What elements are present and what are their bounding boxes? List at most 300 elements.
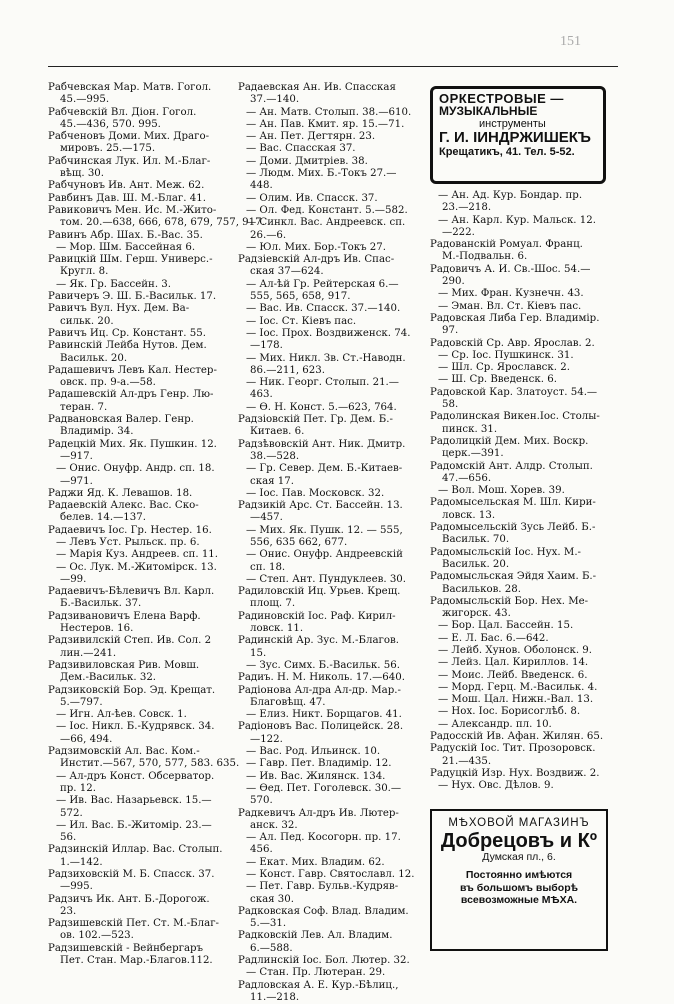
directory-entry bbox=[430, 694, 625, 706]
directory-entry bbox=[48, 795, 233, 820]
directory-entry bbox=[238, 857, 426, 869]
entry-line: — Ан. Пав. Кмит. яр. 15.—71. bbox=[246, 118, 405, 130]
entry-line: — Вас. Род. Ильинск. 10. bbox=[246, 746, 381, 758]
entry-continuation: пр. 12. bbox=[60, 782, 96, 794]
entry-continuation: —457. bbox=[250, 512, 283, 524]
top-rule bbox=[48, 66, 618, 67]
entry-line: Радиъ. Н. М. Николь. 17.—640. bbox=[238, 672, 405, 684]
ad2-line6: всевозможные МѢХА. bbox=[460, 894, 578, 907]
entry-line: — Іос. Пав. Московск. 32. bbox=[246, 487, 385, 499]
entry-continuation: Васильк. 70. bbox=[442, 534, 510, 546]
entry-line: — Ө. Н. Конст. 5.—623, 764. bbox=[246, 401, 397, 413]
entry-line: Радолицкій Дем. Мих. Воскр. bbox=[430, 435, 589, 447]
directory-entry bbox=[48, 869, 233, 894]
entry-continuation: М.-Подвальн. 6. bbox=[442, 251, 528, 263]
directory-entry bbox=[238, 488, 426, 500]
entry-line: — Ил. Вас. Б.-Житомір. 23.— bbox=[56, 819, 212, 831]
directory-entry bbox=[48, 635, 233, 660]
entry-continuation: Владимір. 34. bbox=[60, 426, 134, 438]
entry-line: — Ан. Пет. Дегтярн. 23. bbox=[246, 131, 376, 143]
entry-line: Радковскій Лев. Ал. Владим. bbox=[238, 930, 393, 942]
entry-line: — Людм. Мих. Б.-Токъ 27.— bbox=[246, 168, 397, 180]
directory-entry bbox=[48, 943, 233, 968]
entry-continuation: теран. 7. bbox=[60, 401, 108, 413]
directory-entry bbox=[238, 414, 426, 439]
entry-line: — Стан. Пр. Лютеран. 29. bbox=[246, 967, 386, 979]
directory-entry bbox=[430, 215, 625, 240]
entry-line: Радлинскій Іос. Бол. Лютер. 32. bbox=[238, 955, 410, 967]
entry-line: Радіоновъ Вас. Полицейск. 28. bbox=[238, 721, 404, 733]
column-3-entries bbox=[430, 190, 625, 793]
entry-line: — Пет. Гавр. Бульв.-Кудряв- bbox=[246, 881, 399, 893]
entry-line: Радзишевскій Пет. Ст. М.-Благ- bbox=[48, 918, 219, 930]
entry-line: Радзиховскій М. Б. Спасск. 37. bbox=[48, 869, 215, 880]
directory-entry bbox=[238, 586, 426, 611]
directory-entry bbox=[238, 107, 426, 119]
entry-continuation: ов. 102.—523. bbox=[60, 930, 134, 942]
fur-shop-advertisement bbox=[430, 809, 608, 951]
ad2-line1: МѢХОВОЙ МАГАЗИНЪ bbox=[448, 816, 590, 829]
directory-entry bbox=[430, 411, 625, 436]
entry-continuation: 5.—31. bbox=[250, 918, 287, 930]
entry-continuation: Благовѣщ. 47. bbox=[250, 696, 326, 708]
directory-entry bbox=[238, 402, 426, 414]
directory-entry bbox=[238, 980, 426, 1004]
directory-entry bbox=[238, 906, 426, 931]
directory-entry bbox=[48, 537, 233, 549]
ad2-line3: Думская пл., 6. bbox=[482, 851, 556, 864]
directory-entry bbox=[48, 685, 233, 710]
entry-line: Радаевская Ан. Ив. Спасская bbox=[238, 82, 396, 93]
entry-continuation: ловск. 13. bbox=[442, 509, 496, 521]
directory-entry bbox=[430, 620, 625, 632]
entry-continuation: 58. bbox=[442, 399, 459, 411]
ad2-line2: Добрецовъ и Кº bbox=[440, 829, 598, 852]
entry-line: — Онис. Онуфр. Андр. сп. 18. bbox=[56, 463, 215, 475]
entry-continuation: —971. bbox=[60, 475, 93, 487]
directory-entry bbox=[430, 670, 625, 682]
directory-entry bbox=[430, 780, 625, 792]
directory-entry bbox=[238, 869, 426, 881]
entry-line: — Вас. Ив. Спасск. 37.—140. bbox=[246, 303, 401, 315]
entry-continuation: Кругл. 8. bbox=[60, 266, 109, 278]
entry-line: — Өед. Пет. Гоголевск. 30.— bbox=[246, 782, 402, 794]
entry-line: Радковская Соф. Влад. Владим. bbox=[238, 905, 409, 917]
entry-line: Радосскій Ив. Афан. Жилян. 65. bbox=[430, 731, 604, 743]
entry-line: Радзишевскій - Вейнбергаръ bbox=[48, 942, 204, 954]
directory-entry bbox=[48, 414, 233, 439]
entry-line: Радомысельская М. Шл. Кири- bbox=[430, 497, 596, 509]
directory-entry bbox=[430, 571, 625, 596]
entry-line: Радиновскій Іос. Раф. Кирил- bbox=[238, 610, 396, 622]
entry-line: Радомысльскій Бор. Нех. Ме- bbox=[430, 595, 589, 607]
directory-entry bbox=[238, 156, 426, 168]
entry-line: Радзивиловская Рив. Мовш. bbox=[48, 659, 200, 671]
directory-entry bbox=[430, 633, 625, 645]
directory-entry bbox=[238, 721, 426, 746]
directory-entry bbox=[48, 500, 233, 525]
directory-entry bbox=[238, 672, 426, 684]
directory-entry bbox=[238, 205, 426, 217]
directory-entry bbox=[48, 586, 233, 611]
entry-line: — Ш. Ср. Введенск. 6. bbox=[438, 374, 557, 386]
directory-entry bbox=[430, 768, 625, 780]
entry-line: — Ив. Вас. Жилянск. 134. bbox=[246, 770, 386, 782]
entry-line: Радзикій Арс. Ст. Бассейн. 13. bbox=[238, 500, 403, 512]
entry-continuation: 456. bbox=[250, 844, 273, 856]
entry-continuation: 26.—6. bbox=[250, 229, 287, 241]
entry-line: — Александр. пл. 10. bbox=[438, 718, 552, 730]
entry-continuation: 15. bbox=[250, 647, 267, 659]
directory-entry bbox=[430, 338, 625, 350]
entry-line: Рабчуновъ Ив. Ант. Меж. 62. bbox=[48, 180, 205, 192]
directory-entry bbox=[48, 820, 233, 845]
directory-entry bbox=[238, 709, 426, 721]
entry-line: — Екат. Мих. Владим. 62. bbox=[246, 856, 385, 868]
directory-entry bbox=[238, 611, 426, 636]
entry-line: — Е. Л. Бас. 6.—642. bbox=[438, 632, 549, 644]
entry-continuation: жигорск. 43. bbox=[442, 608, 511, 620]
directory-entry bbox=[430, 522, 625, 547]
entry-continuation: лин.—241. bbox=[60, 647, 117, 659]
entry-line: — Бор. Цал. Бассейн. 15. bbox=[438, 620, 574, 632]
directory-entry bbox=[238, 955, 426, 967]
directory-entry bbox=[48, 549, 233, 561]
entry-continuation: —122. bbox=[250, 733, 283, 745]
directory-entry bbox=[48, 894, 233, 919]
entry-line: — Мор. Шм. Бассейная 6. bbox=[56, 241, 196, 253]
entry-continuation: 6.—588. bbox=[250, 942, 293, 954]
entry-continuation: Инстит.—567, 570, 577, 583. 635. bbox=[60, 758, 240, 770]
directory-entry bbox=[48, 918, 233, 943]
entry-line: Равиковичъ Мен. Ис. М.-Жито- bbox=[48, 204, 217, 216]
entry-line: Радзиковскій Бор. Эд. Крещат. bbox=[48, 684, 216, 696]
entry-continuation: Нестеров. 16. bbox=[60, 623, 134, 635]
entry-line: — Лейб. Хунов. Оболонск. 9. bbox=[438, 644, 593, 656]
column-3 bbox=[430, 82, 625, 951]
directory-entry bbox=[48, 254, 233, 279]
entry-line: Радиловскій Иц. Урьев. Крещ. bbox=[238, 586, 401, 598]
entry-continuation: Пет. Стан. Мар.-Благов.112. bbox=[60, 955, 213, 967]
directory-entry bbox=[238, 217, 426, 242]
entry-line: — Юл. Мих. Бор.-Токъ 27. bbox=[246, 241, 387, 253]
directory-entry bbox=[48, 389, 233, 414]
directory-entry bbox=[238, 254, 426, 279]
entry-line: Радзѣвовскій Ант. Ник. Дмитр. bbox=[238, 438, 406, 450]
entry-continuation: Китаев. 6. bbox=[250, 426, 305, 438]
entry-continuation: сп. 18. bbox=[250, 561, 286, 573]
entry-continuation: —917. bbox=[60, 450, 93, 462]
entry-line: Равичеръ Э. Ш. Б.-Васильк. 17. bbox=[48, 291, 217, 303]
directory-entry bbox=[238, 168, 426, 193]
entry-line: Радованскій Ромуал. Франц. bbox=[430, 239, 583, 251]
directory-entry bbox=[48, 291, 233, 303]
entry-line: Радомысльская Эйдя Хаим. Б.- bbox=[430, 571, 597, 583]
directory-entry bbox=[430, 436, 625, 461]
directory-entry bbox=[48, 180, 233, 192]
entry-line: Рабченовъ Доми. Мих. Драго- bbox=[48, 131, 210, 143]
directory-entry bbox=[238, 353, 426, 378]
directory-entry bbox=[430, 706, 625, 718]
entry-continuation: 448. bbox=[250, 180, 273, 192]
entry-line: — Ал-ѣй Гр. Рейтерская 6.— bbox=[246, 278, 399, 290]
entry-line: — Ал-дръ Конст. Обсерватор. bbox=[56, 770, 215, 782]
entry-line: Равичъ Вул. Нух. Дем. Ва- bbox=[48, 303, 190, 315]
entry-line: Равинъ Абр. Шах. Б.-Вас. 35. bbox=[48, 229, 203, 241]
directory-entry bbox=[238, 279, 426, 304]
entry-continuation: —99. bbox=[60, 573, 87, 585]
directory-entry bbox=[430, 731, 625, 743]
directory-entry bbox=[238, 439, 426, 464]
directory-entry bbox=[238, 746, 426, 758]
directory-entry bbox=[430, 497, 625, 522]
entry-continuation: сильк. 20. bbox=[60, 315, 114, 327]
entry-continuation: ская 17. bbox=[250, 475, 295, 487]
entry-continuation: 38.—528. bbox=[250, 450, 300, 462]
directory-entry bbox=[238, 463, 426, 488]
directory-entry bbox=[430, 719, 625, 731]
directory-entry bbox=[48, 439, 233, 464]
entry-line: Равицкій Шм. Герш. Универс.- bbox=[48, 254, 213, 266]
entry-line: Радзичъ Ик. Ант. Б.-Дорогож. bbox=[48, 893, 210, 905]
entry-line: Радаевскій Алекс. Вас. Ско- bbox=[48, 500, 199, 512]
entry-line: — Ос. Лук. М.-Житомірск. 13. bbox=[56, 561, 217, 573]
entry-line: — Лейз. Цал. Кириллов. 14. bbox=[438, 657, 589, 669]
entry-continuation: Васильк. 20. bbox=[442, 558, 510, 570]
entry-continuation: 1.—142. bbox=[60, 856, 103, 868]
entry-continuation: 290. bbox=[442, 276, 465, 288]
entry-continuation: пинск. 31. bbox=[442, 423, 498, 435]
entry-line: — Вол. Мош. Хорев. 39. bbox=[438, 485, 565, 497]
directory-entry bbox=[48, 721, 233, 746]
directory-entry bbox=[48, 204, 265, 230]
entry-continuation: 45.—436, 570. 995. bbox=[60, 118, 161, 130]
entry-line: — Гавр. Пет. Владимір. 12. bbox=[246, 758, 392, 770]
directory-entry bbox=[238, 808, 426, 833]
entry-continuation: —995. bbox=[60, 881, 93, 893]
directory-entry bbox=[48, 340, 233, 365]
entry-continuation: том. 20.—638, 666, 678, 679, 757, 917. bbox=[60, 217, 265, 229]
entry-line: Радзіевскій Ал-дръ Ив. Спас- bbox=[238, 254, 395, 266]
directory-entry bbox=[48, 242, 233, 254]
entry-continuation: 5.—797. bbox=[60, 696, 103, 708]
directory-entry bbox=[48, 131, 233, 156]
directory-entry bbox=[238, 881, 426, 906]
directory-entry bbox=[48, 709, 233, 721]
directory-entry bbox=[48, 844, 233, 869]
entry-line: — Ник. Георг. Столып. 21.— bbox=[246, 377, 399, 389]
entry-line: Радзивилскій Степ. Ив. Сол. 2 bbox=[48, 635, 212, 647]
entry-line: — Конст. Гавр. Святославл. 12. bbox=[246, 869, 415, 880]
directory-entry bbox=[48, 660, 233, 685]
entry-line: — Нох. Іос. Борисоглѣб. 8. bbox=[438, 706, 581, 718]
directory-entry bbox=[238, 783, 426, 808]
entry-line: Радвановская Валер. Генр. bbox=[48, 414, 194, 426]
ad1-line4: Г. И. ІИНДРЖИШЕКЪ bbox=[439, 128, 591, 146]
page-number: 151 bbox=[560, 34, 581, 49]
entry-line: — Эман. Вл. Ст. Кіевъ пас. bbox=[438, 300, 582, 312]
directory-entry bbox=[48, 82, 233, 107]
directory-entry bbox=[238, 131, 426, 143]
entry-continuation: 572. bbox=[60, 807, 83, 819]
entry-line: — Як. Гр. Бассейн. 3. bbox=[56, 278, 172, 290]
entry-line: Радомысельскій Зусь Лейб. Б.- bbox=[430, 522, 596, 534]
directory-entry bbox=[48, 156, 233, 181]
entry-continuation: 23. bbox=[60, 905, 77, 917]
entry-line: Радаевичъ-Бѣлевичъ Вл. Карл. bbox=[48, 586, 215, 598]
directory-entry bbox=[48, 562, 233, 587]
entry-line: — Ол. Фед. Констант. 5.—582. bbox=[246, 204, 408, 216]
directory-entry bbox=[238, 660, 426, 672]
entry-line: Радускій Іос. Тит. Прозоровск. bbox=[430, 743, 596, 755]
ad2-line5: въ большомъ выборѣ bbox=[459, 881, 578, 894]
directory-entry bbox=[430, 264, 625, 289]
directory-entry bbox=[48, 107, 233, 132]
directory-entry bbox=[48, 193, 233, 205]
entry-line: — Ан. Ад. Кур. Бондар. пр. bbox=[438, 190, 583, 201]
directory-entry bbox=[238, 574, 426, 586]
entry-continuation: 11.—218. bbox=[250, 991, 300, 1003]
entry-continuation: —222. bbox=[442, 226, 475, 238]
entry-line: — Гр. Север. Дем. Б.-Китаев- bbox=[246, 463, 403, 475]
entry-line: Радзинскій Иллар. Вас. Столып. bbox=[48, 844, 223, 856]
directory-entry bbox=[238, 328, 426, 353]
directory-entry bbox=[48, 328, 233, 340]
entry-continuation: 556, 635 662, 677. bbox=[250, 536, 348, 548]
directory-entry bbox=[430, 313, 625, 338]
entry-line: — Ал. Пед. Косогорн. пр. 17. bbox=[246, 832, 401, 844]
entry-line: Радловская А. Е. Кур.-Бѣлиц., bbox=[238, 979, 399, 991]
entry-line: — Іос. Никл. Б.-Кудрявск. 34. bbox=[56, 721, 215, 733]
directory-entry bbox=[238, 316, 426, 328]
directory-entry bbox=[430, 288, 625, 300]
entry-continuation: вѣщ. 30. bbox=[60, 168, 105, 180]
entry-continuation: анск. 32. bbox=[250, 819, 298, 831]
entry-continuation: белев. 14.—137. bbox=[60, 512, 146, 524]
entry-line: Равинскій Лейба Нутов. Дем. bbox=[48, 340, 207, 352]
entry-line: Радзіовскій Пет. Гр. Дем. Б.- bbox=[238, 414, 393, 426]
entry-line: — Елиз. Никт. Борщагов. 41. bbox=[246, 709, 402, 721]
entry-continuation: 45.—995. bbox=[60, 94, 110, 106]
entry-continuation: 86.—211, 623. bbox=[250, 364, 325, 376]
directory-entry bbox=[430, 190, 625, 215]
entry-line: — Мих. Фран. Кузнечн. 43. bbox=[438, 288, 584, 300]
entry-line: — Іос. Прох. Воздвиженск. 74. bbox=[246, 327, 411, 339]
entry-continuation: 570. bbox=[250, 795, 273, 807]
entry-line: Радашевскій Ал-дръ Генр. Лю- bbox=[48, 389, 214, 401]
directory-entry bbox=[430, 239, 625, 264]
entry-line: Радовскій Ср. Авр. Ярослав. 2. bbox=[430, 337, 595, 349]
directory-entry bbox=[48, 365, 233, 390]
entry-continuation: 56. bbox=[60, 832, 77, 844]
column-2 bbox=[238, 82, 426, 1004]
directory-entry bbox=[430, 485, 625, 497]
entry-line: — Онис. Онуфр. Андреевскій bbox=[246, 549, 403, 561]
directory-entry bbox=[238, 771, 426, 783]
directory-entry bbox=[48, 771, 233, 796]
entry-line: — Левъ Уст. Рыльск. пр. 6. bbox=[56, 536, 200, 548]
entry-continuation: церк.—391. bbox=[442, 448, 504, 460]
entry-line: Равбинъ Дав. Ш. М.-Благ. 41. bbox=[48, 192, 206, 204]
entry-continuation: 97. bbox=[442, 325, 459, 337]
entry-line: — Марія Куз. Андреев. сп. 11. bbox=[56, 549, 219, 561]
directory-entry bbox=[48, 230, 233, 242]
directory-entry bbox=[430, 301, 625, 313]
entry-line: Радовичъ А. И. Св.-Шос. 54.— bbox=[430, 263, 591, 275]
entry-line: — Мих. Никл. Зв. Ст.-Наводн. bbox=[246, 352, 406, 364]
directory-entry bbox=[238, 82, 426, 107]
entry-continuation: —66, 494. bbox=[60, 733, 113, 745]
entry-continuation: мировъ. 25.—175. bbox=[60, 143, 156, 155]
entry-continuation: ловск. 11. bbox=[250, 623, 304, 635]
directory-entry bbox=[430, 350, 625, 362]
entry-continuation: 21.—435. bbox=[442, 755, 492, 767]
entry-line: Рабчинская Лук. Ил. М.-Благ- bbox=[48, 155, 211, 167]
entry-line: — Олим. Ив. Спасск. 37. bbox=[246, 192, 378, 204]
entry-line: — Шл. Ср. Ярославск. 2. bbox=[438, 362, 570, 374]
directory-entry bbox=[48, 746, 240, 771]
entry-line: — Игн. Ал-ѣев. Совск. 1. bbox=[56, 709, 187, 721]
directory-entry bbox=[48, 303, 233, 328]
entry-line: Радецкій Мих. Як. Пушкин. 12. bbox=[48, 438, 217, 450]
entry-line: — Ан. Матв. Столып. 38.—610. bbox=[246, 106, 412, 118]
entry-continuation: Васильк. 20. bbox=[60, 352, 128, 364]
directory-entry bbox=[238, 193, 426, 205]
entry-line: — Ср. Іос. Пушкинск. 31. bbox=[438, 349, 574, 361]
directory-entry bbox=[238, 377, 426, 402]
directory-entry bbox=[238, 758, 426, 770]
entry-continuation: Дем.-Васильк. 32. bbox=[60, 672, 157, 684]
entry-line: Радіонова Ал-дра Ал-др. Мар.- bbox=[238, 684, 401, 696]
entry-continuation: —178. bbox=[250, 340, 283, 352]
entry-continuation: ская 37—624. bbox=[250, 266, 324, 278]
directory-entry bbox=[430, 362, 625, 374]
entry-line: Радуцкій Изр. Нух. Воздвиж. 2. bbox=[430, 767, 600, 779]
entry-line: Радомысльскій Іос. Нух. М.- bbox=[430, 546, 582, 558]
directory-entry bbox=[238, 930, 426, 955]
ad1-line2: МУЗЫКАЛЬНЫЕ bbox=[439, 104, 538, 119]
directory-entry bbox=[238, 500, 426, 525]
directory-entry bbox=[238, 635, 426, 660]
entry-continuation: 47.—656. bbox=[442, 472, 492, 484]
directory-entry bbox=[238, 143, 426, 155]
directory-entry bbox=[238, 685, 426, 710]
entry-continuation: 23.—218. bbox=[442, 202, 492, 214]
directory-entry bbox=[430, 743, 625, 768]
directory-entry bbox=[238, 119, 426, 131]
directory-entry bbox=[430, 374, 625, 386]
entry-line: — Ив. Вас. Назарьевск. 15.— bbox=[56, 795, 212, 807]
directory-entry bbox=[430, 387, 625, 412]
directory-entry bbox=[238, 525, 426, 550]
directory-entry bbox=[430, 682, 625, 694]
directory-entry bbox=[430, 547, 625, 572]
music-instruments-advertisement bbox=[430, 86, 606, 184]
entry-line: — Мош. Цал. Нижн.-Вал. 13. bbox=[438, 694, 594, 706]
directory-entry bbox=[238, 242, 426, 254]
entry-line: Радзивановичъ Елена Варф. bbox=[48, 610, 201, 622]
directory-entry bbox=[48, 463, 233, 488]
directory-entry bbox=[238, 832, 426, 857]
entry-line: Радзимовскій Ал. Вас. Ком.- bbox=[48, 746, 200, 758]
entry-line: Радовская Либа Гер. Владимір. bbox=[430, 312, 600, 324]
entry-continuation: овск. пр. 9-а.—58. bbox=[60, 377, 156, 389]
entry-line: Рабчевская Мар. Матв. Гогол. bbox=[48, 82, 212, 93]
entry-continuation: площ. 7. bbox=[250, 598, 296, 610]
directory-entry bbox=[238, 549, 426, 574]
entry-continuation: ская 30. bbox=[250, 893, 295, 905]
directory-entry bbox=[238, 303, 426, 315]
